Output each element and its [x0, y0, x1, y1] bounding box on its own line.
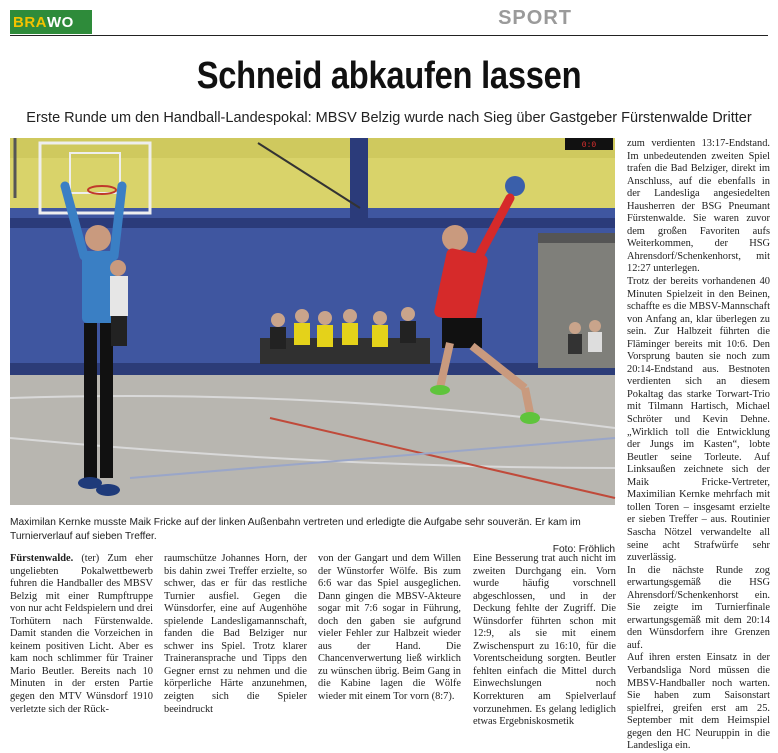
column-1-text: (ter) Zum eher ungeliebten Pokalwettbewerb fuhren die Handballer des MBSV Belzig mit einer Rumpftruppe von nur acht Feldspielern und drei Torhütern nach Fürstenwalde. Damit standen die Vorzeichen in keinem positiven Licht. Aber es kam noch schlimmer für Trainer Mario Beutler. Bereits nach 10 Minuten in der ersten Partie gegen den MTV Wünsdorf 1910 verletzte sich der Rück- [10, 553, 153, 715]
brawo-logo [10, 10, 92, 34]
body-column-1 [10, 553, 153, 715]
caption-text: Maximilan Kernke musste Maik Fricke auf der linken Außenbahn vertreten und erledigte die Aufgabe sehr souverän. Er kam im Turnierverlauf auf sieben Treffer. [10, 517, 581, 542]
photo-illustration [10, 138, 615, 505]
column-3-text: von der Gangart und dem Willen der Wünstorfer Wölfe. Bis zum 6:6 war das Spiel ausgeglichen. Dann gingen die MBSV-Akteure sogar mit 7:6 sogar in Führung, doch den gaben sie aufgrund vieler Fehler zur Halbzeit wieder aus der Hand. Die Chancenverwertung ließ wirklich zu wünschen übrig. Beim Gang in die Kabine lagen die Wölfe wieder mit einem Tor vorn (8:7). [318, 553, 461, 703]
column-5-paragraph-1: zum verdienten 13:17-Endstand. Im unbedeutenden zweiten Spiel trafen die Bad Belziger, direkt im Anschluss, auf die ebenfalls in der Landesliga angesiedelten Hausherren der BSG Pneumant Fürstenwalde. Sie waren zuvor dem großen Favoriten aufs Weiterkommen, der HSG Ahrensdorf/Schenkenhorst, mit 12:27 unterlegen. [627, 138, 770, 275]
section-label: SPORT [498, 7, 572, 29]
body-column-3 [318, 553, 461, 708]
headline: Schneid abkaufen lassen [196, 55, 582, 97]
column-5-paragraph-4: Auf ihren ersten Einsatz in der Verbandsliga Nord müssen die MBSV-Handballer noch warten. Sie haben zum Saisonstart spielfrei, greifen erst am 25. September mit dem Heimspiel gegen den HC Neuruppin in die Landesliga ein. [627, 652, 770, 752]
column-5-paragraph-2: Trotz der bereits vorhandenen 40 Minuten Spielzeit in den Beinen, schaffte es die MBSV-Mannschaft von Anfang an, klar überlegen zu sein. Zur Halbzeit führten die Fläminger bereits mit 10:6. Den Vorsprung bauten sie noch zum 20:14-Endstand aus. Bestnoten verdienten sich an diesem Pokaltag das starke Torwart-Trio mit Tilmann Hartisch, Michael Schröter und Kevin Dehne. „Wirklich toll die Entwicklung der Jungs im Kasten“, lobte Beutler seine Torleute. Auf Linksaußen zeichnete sich der Maik Fricke-Vertreter, Maximilian Kernke mehrfach mit tollen Toren – insgesamt erzielte er sieben Treffer – aus. Routinier Sascha Nötzel verwandelte all seine acht Strafwürfe sehr zuverlässig. [627, 276, 770, 564]
header-rule [10, 35, 768, 36]
photo-credit: Foto: Fröhlich [552, 544, 615, 555]
photo-caption [10, 516, 615, 557]
subheadline: Erste Runde um den Handball-Landespokal: MBSV Belzig wurde nach Sieg über Gastgeber Fürstenwalde Dritter [26, 110, 752, 126]
column-2-text: raumschütze Johannes Horn, der bis dahin zwei Treffer erzielte, so schwer, das er für das restliche Turnier ausfiel. Gegen die Wünsdorfer, eine auf Augenhöhe spielende Landesligamannschaft, fanden die Bad Belziger nur schwer ins Spiel. Trotz klarer Traineransprache und Tipps den Gegner ernst zu nehmen und die körperliche Härte anzunehmen, zeigten sich die Spieler beeindruckt [164, 553, 307, 715]
body-column-4 [473, 553, 616, 728]
handball-photo [10, 138, 615, 505]
dateline: Fürstenwalde. [10, 553, 74, 564]
logo-part-bra: BRA [13, 13, 47, 31]
logo-part-wo: WO [47, 13, 74, 31]
body-column-2 [164, 553, 307, 715]
column-4-text: Eine Besserung trat auch nicht im zweiten Durchgang ein. Vorn wurde häufig vorschnell abgeschlossen, und in der Deckung fehlte der Zugriff. Die Wünsdorfer führten schon mit 12:9, als sie mit einem Zwischenspurt zu 16:10, für die Vorentscheidung sorgten. Beutler fehlten einfach die Mittel durch Einwechslungen noch Korrekturen am Spielverlauf vorzunehmen. Es gelang lediglich etwas Ergebniskosmetik [473, 553, 616, 728]
column-5-paragraph-3: In die nächste Runde zog erwartungsgemäß die HSG Ahrensdorf/Schenkenhorst ein. Sie zeigte im Turnierfinale erwartungsgemäß mit dem 20:14 den Wünsdorfern ihre Grenzen auf. [627, 564, 770, 651]
scoreboard-display: 0:0 [581, 141, 597, 150]
body-column-5 [627, 138, 770, 752]
